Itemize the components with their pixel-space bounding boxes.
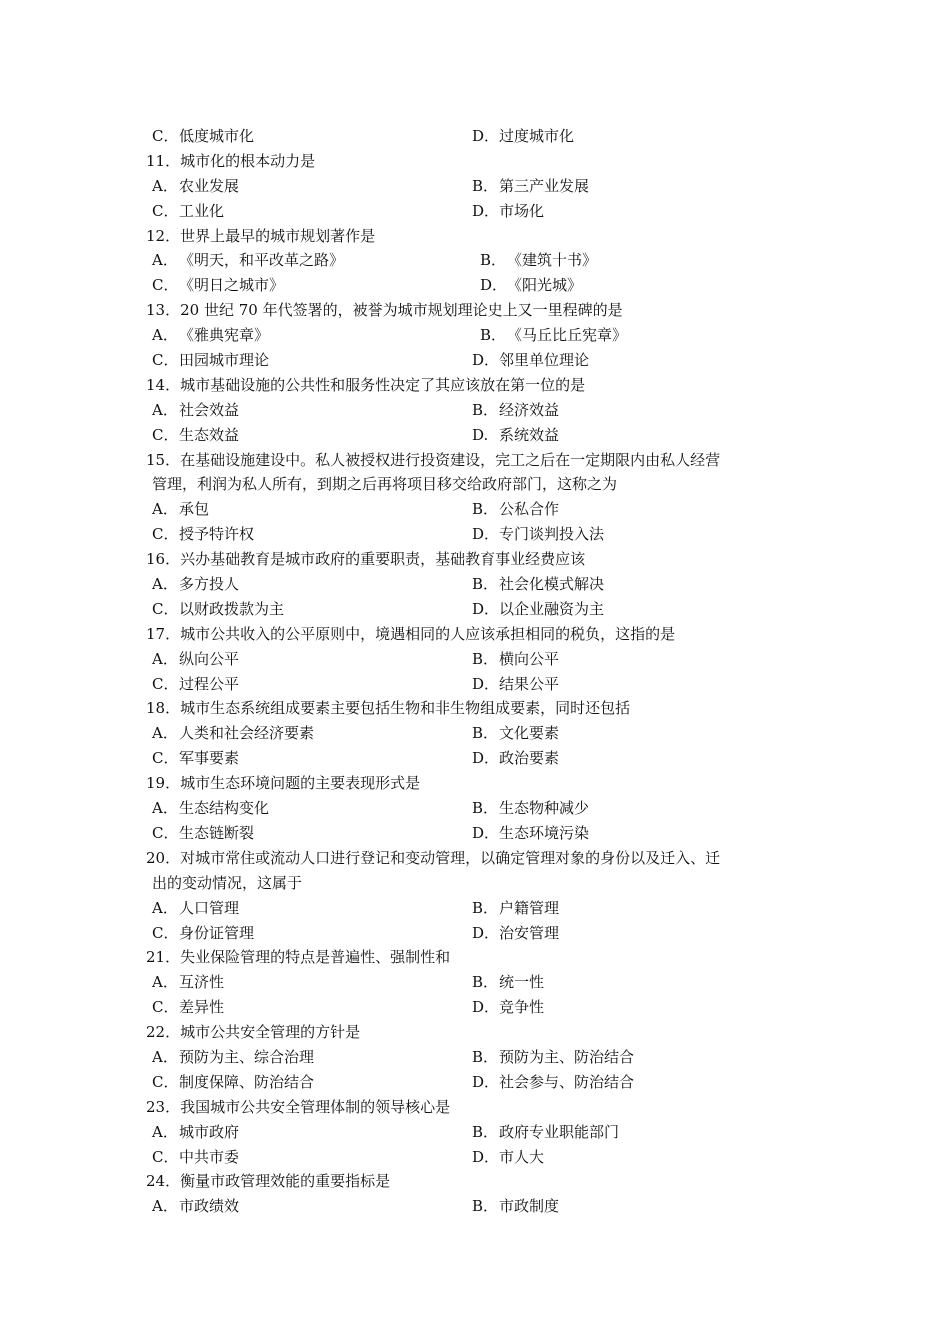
option-row [146, 174, 806, 199]
answer-option [152, 1194, 239, 1219]
option-label: A． [152, 251, 178, 270]
answer-option [472, 672, 559, 697]
option-text: 制度保障、防治结合 [179, 1072, 315, 1091]
option-label: D． [472, 998, 500, 1017]
answer-option [152, 248, 344, 273]
answer-option [152, 124, 254, 149]
answer-option [152, 522, 254, 547]
option-text: 治安管理 [499, 923, 560, 942]
question-number: 15． [146, 450, 181, 469]
question-stem [146, 448, 806, 473]
answer-option [152, 273, 284, 298]
option-row [146, 398, 806, 423]
option-text: 预防为主、防治结合 [499, 1047, 635, 1066]
question-number: 22． [146, 1023, 181, 1042]
option-row [146, 572, 806, 597]
question-number: 19． [146, 774, 181, 793]
question-number: 14． [146, 375, 181, 394]
answer-option [472, 522, 604, 547]
option-row [146, 323, 806, 348]
question-stem [146, 622, 806, 647]
option-text: 过程公平 [179, 674, 240, 693]
option-label: D． [472, 351, 500, 370]
option-text: 《雅典宪章》 [179, 326, 270, 345]
answer-option [472, 1120, 619, 1145]
question-text-continuation: 出的变动情况，这属于 [152, 873, 303, 892]
option-row [146, 921, 806, 946]
question-number: 16． [146, 550, 181, 569]
option-row [146, 821, 806, 846]
answer-option [472, 821, 589, 846]
option-row [146, 497, 806, 522]
answer-option [472, 746, 559, 771]
option-text: 纵向公平 [179, 649, 240, 668]
option-label: A． [152, 326, 178, 345]
option-label: B． [472, 1047, 499, 1066]
option-row [146, 348, 806, 373]
option-row [146, 647, 806, 672]
answer-option [472, 497, 559, 522]
option-text: 承包 [179, 500, 210, 519]
option-text: 以财政拨款为主 [179, 599, 285, 618]
option-text: 生态环境污染 [499, 823, 590, 842]
option-label: D． [472, 1147, 500, 1166]
answer-option [152, 497, 209, 522]
question-number: 20． [146, 848, 181, 867]
option-label: B． [472, 973, 499, 992]
option-label: B． [472, 1122, 499, 1141]
option-label: A． [152, 799, 178, 818]
option-text: 竞争性 [499, 998, 545, 1017]
question-text: 在基础设施建设中。私人被授权进行投资建设，完工之后在一定期限内由私人经营 [180, 450, 721, 469]
option-text: 多方投人 [179, 575, 240, 594]
option-label: B． [472, 1197, 499, 1216]
answer-option [152, 348, 269, 373]
option-text: 《明天，和平改革之路》 [179, 251, 345, 270]
question-number: 11． [146, 151, 181, 170]
option-label: C． [152, 276, 179, 295]
option-row [146, 199, 806, 224]
option-text: 市场化 [499, 201, 545, 220]
answer-option [152, 821, 254, 846]
answer-option [152, 174, 239, 199]
option-row [146, 248, 806, 273]
option-text: 专门谈判投入法 [499, 525, 605, 544]
answer-option [472, 398, 559, 423]
question-stem [146, 298, 806, 323]
answer-option [472, 995, 544, 1020]
option-text: 《明日之城市》 [179, 276, 285, 295]
option-text: 文化要素 [499, 724, 560, 743]
option-label: D． [472, 923, 500, 942]
option-text: 户籍管理 [499, 898, 560, 917]
question-text-continuation: 管理，利润为私人所有，到期之后再将项目移交给政府部门，这称之为 [152, 475, 618, 494]
answer-option [152, 323, 269, 348]
option-text: 中共市委 [179, 1147, 240, 1166]
answer-option [152, 597, 284, 622]
exam-page-body [146, 124, 806, 1219]
question-text: 城市公共安全管理的方针是 [180, 1023, 361, 1042]
question-number: 17． [146, 624, 181, 643]
option-text: 过度城市化 [499, 127, 575, 145]
option-label: C． [152, 823, 179, 842]
question-stem [146, 373, 806, 398]
option-row [146, 1045, 806, 1070]
answer-option [472, 1070, 634, 1095]
option-label: D. [472, 425, 489, 444]
question-number: 18． [146, 699, 181, 718]
question-text: 城市化的根本动力是 [180, 151, 316, 170]
option-label: B． [480, 326, 507, 345]
question-number: 24． [146, 1172, 181, 1191]
question-text: 20 世纪 70 年代签署的，被誉为城市规划理论史上又一里程碑的是 [180, 301, 623, 320]
option-label: A． [152, 1122, 178, 1141]
option-text: 农业发展 [179, 176, 240, 195]
option-label: D． [472, 823, 500, 842]
option-row [146, 672, 806, 697]
option-text: 邻里单位理论 [499, 351, 590, 370]
answer-option [152, 1045, 314, 1070]
answer-option [152, 796, 269, 821]
option-text: 《马丘比丘宪章》 [507, 326, 628, 345]
answer-option [472, 896, 559, 921]
question-stem [146, 1095, 806, 1120]
option-label: B． [472, 575, 499, 594]
answer-option [152, 896, 239, 921]
option-label: C． [152, 127, 179, 145]
question-text: 兴办基础教育是城市政府的重要职责，基础教育事业经费应该 [180, 550, 586, 569]
answer-option [480, 273, 582, 298]
option-label: B． [472, 176, 499, 195]
answer-option [472, 921, 559, 946]
answer-option [152, 746, 239, 771]
answer-option [472, 721, 559, 746]
option-label: C． [152, 351, 179, 370]
option-text: 社会效益 [179, 400, 240, 419]
option-label: B． [472, 898, 499, 917]
answer-option [472, 647, 559, 672]
question-stem [146, 696, 806, 721]
answer-option [152, 672, 239, 697]
option-text: 田园城市理论 [179, 351, 270, 370]
option-row [146, 522, 806, 547]
option-text: 社会化模式解决 [499, 575, 605, 594]
option-text: 人类和社会经济要素 [179, 724, 315, 743]
option-label: C． [152, 201, 179, 220]
option-label: D． [472, 201, 500, 220]
option-label: A． [152, 176, 178, 195]
option-label: C． [152, 674, 179, 693]
option-label: C． [152, 1072, 179, 1091]
option-row [146, 1194, 806, 1219]
option-label: A． [152, 973, 178, 992]
answer-option [152, 423, 239, 448]
option-label: C． [152, 998, 179, 1017]
question-text: 我国城市公共安全管理体制的领导核心是 [180, 1097, 451, 1116]
option-text: 生态链断裂 [179, 823, 255, 842]
option-text: 政治要素 [499, 749, 560, 768]
option-text: 社会参与、防治结合 [499, 1072, 635, 1091]
question-stem [146, 1169, 806, 1194]
option-label: B． [472, 400, 499, 419]
question-text: 对城市常住或流动人口进行登记和变动管理，以确定管理对象的身份以及迁入、迁 [180, 848, 721, 867]
answer-option [472, 348, 589, 373]
option-text: 横向公平 [499, 649, 560, 668]
answer-option [152, 572, 239, 597]
question-text: 城市生态环境问题的主要表现形式是 [180, 774, 421, 793]
option-text: 差异性 [179, 998, 225, 1017]
question-text: 世界上最早的城市规划著作是 [180, 226, 376, 245]
question-number: 21． [146, 948, 181, 967]
question-stem [146, 547, 806, 572]
option-row [146, 124, 806, 149]
question-stem [146, 224, 806, 249]
option-text: 人口管理 [179, 898, 240, 917]
option-row [146, 896, 806, 921]
option-label: A． [152, 898, 178, 917]
answer-option [472, 970, 544, 995]
option-label: A． [152, 575, 178, 594]
answer-option [152, 1145, 239, 1170]
answer-option [152, 921, 254, 946]
question-text: 失业保险管理的特点是普遍性、强制性和 [180, 948, 451, 967]
answer-option [472, 796, 589, 821]
option-label: A． [152, 649, 178, 668]
answer-option [472, 124, 574, 149]
option-text: 身份证管理 [179, 923, 255, 942]
question-stem [146, 149, 806, 174]
option-row [146, 721, 806, 746]
question-text: 城市公共收入的公平原则中，境遇相同的人应该承担相同的税负，这指的是 [180, 624, 676, 643]
question-text: 衡量市政管理效能的重要指标是 [180, 1172, 391, 1191]
option-label: C． [152, 425, 179, 444]
option-text: 授予特许权 [179, 525, 255, 544]
option-text: 生态结构变化 [179, 799, 270, 818]
option-label: B． [472, 649, 499, 668]
option-row [146, 273, 806, 298]
option-label: D． [480, 276, 508, 295]
option-row [146, 1120, 806, 1145]
answer-option [152, 647, 239, 672]
option-text: 低度城市化 [179, 127, 255, 145]
option-label: C． [152, 1147, 179, 1166]
option-text: 生态效益 [179, 425, 240, 444]
option-text: 《建筑十书》 [507, 251, 598, 270]
question-text: 城市基础设施的公共性和服务性决定了其应该放在第一位的是 [180, 375, 586, 394]
option-text: 经济效益 [499, 400, 560, 419]
option-label: B． [480, 251, 507, 270]
option-text: 系统效益 [499, 425, 560, 444]
question-stem [146, 771, 806, 796]
option-row [146, 597, 806, 622]
option-row [146, 1070, 806, 1095]
option-label: D． [472, 1072, 500, 1091]
answer-option [152, 199, 224, 224]
option-text: 政府专业职能部门 [499, 1122, 620, 1141]
option-label: D． [472, 599, 500, 618]
option-text: 军事要素 [179, 749, 240, 768]
option-text: 市人大 [499, 1147, 545, 1166]
answer-option [152, 970, 224, 995]
option-label: D． [472, 749, 500, 768]
option-label: A． [152, 1197, 178, 1216]
option-text: 预防为主、综合治理 [179, 1047, 315, 1066]
question-text: 城市生态系统组成要素主要包括生物和非生物组成要素，同时还包括 [180, 699, 631, 718]
option-text: 公私合作 [499, 500, 560, 519]
question-stem [146, 1020, 806, 1045]
option-label: C． [152, 525, 179, 544]
answer-option [152, 398, 239, 423]
answer-option [472, 1045, 634, 1070]
option-row [146, 746, 806, 771]
option-text: 生态物种减少 [499, 799, 590, 818]
option-label: C． [152, 923, 179, 942]
answer-option [472, 199, 544, 224]
option-row [146, 995, 806, 1020]
option-row [146, 423, 806, 448]
option-label: D． [472, 127, 500, 145]
answer-option [472, 1145, 544, 1170]
question-number: 12． [146, 226, 181, 245]
option-text: 互济性 [179, 973, 225, 992]
answer-option [152, 1070, 314, 1095]
option-label: B． [472, 799, 499, 818]
option-row [146, 796, 806, 821]
answer-option [152, 721, 314, 746]
option-label: A． [152, 1047, 178, 1066]
option-text: 以企业融资为主 [499, 599, 605, 618]
option-text: 市政绩效 [179, 1197, 240, 1216]
answer-option [480, 323, 627, 348]
option-text: 《阳光城》 [507, 276, 583, 295]
option-label: B． [472, 500, 499, 519]
option-text: 市政制度 [499, 1197, 560, 1216]
answer-option [472, 1194, 559, 1219]
answer-option [152, 1120, 239, 1145]
option-text: 城市政府 [179, 1122, 240, 1141]
answer-option [472, 572, 604, 597]
option-text: 结果公平 [499, 674, 560, 693]
option-label: A． [152, 500, 178, 519]
option-label: D． [472, 674, 500, 693]
answer-option [472, 174, 589, 199]
answer-option [480, 248, 597, 273]
question-stem [146, 846, 806, 871]
option-label: A． [152, 724, 178, 743]
answer-option [472, 597, 604, 622]
option-label: C． [152, 599, 179, 618]
option-label: C． [152, 749, 179, 768]
option-row [146, 1145, 806, 1170]
option-label: B． [472, 724, 499, 743]
question-number: 23． [146, 1097, 181, 1116]
answer-option [152, 995, 224, 1020]
option-text: 第三产业发展 [499, 176, 590, 195]
question-number: 13． [146, 301, 181, 320]
option-text: 工业化 [179, 201, 225, 220]
answer-option [472, 423, 559, 448]
question-stem [146, 945, 806, 970]
option-text: 统一性 [499, 973, 545, 992]
option-label: D． [472, 525, 500, 544]
option-row [146, 970, 806, 995]
option-label: A． [152, 400, 178, 419]
